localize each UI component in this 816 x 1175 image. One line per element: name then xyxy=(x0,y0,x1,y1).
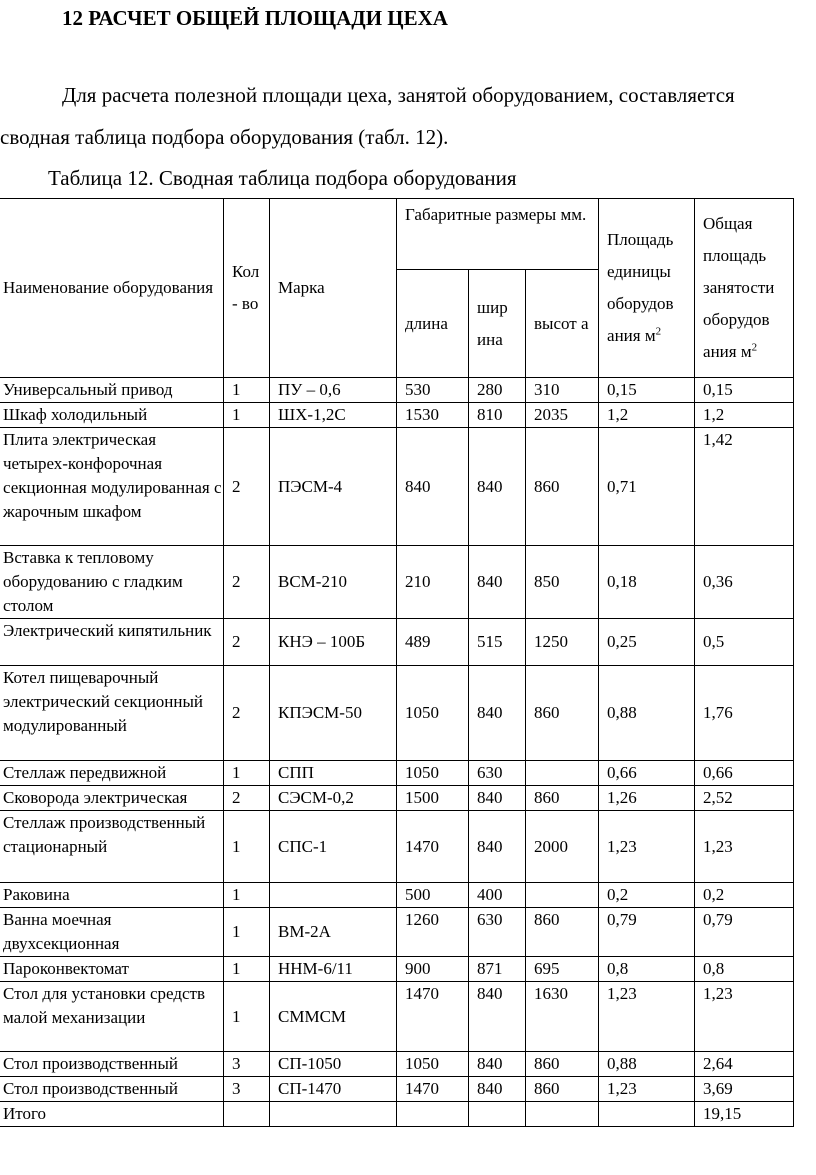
header-brand: Марка xyxy=(270,199,397,378)
cell-height: 860 xyxy=(526,666,599,761)
cell-width: 400 xyxy=(469,883,526,908)
cell-brand: ШХ-1,2С xyxy=(270,403,397,428)
cell-total-area: 0,8 xyxy=(695,957,794,982)
cell-height: 850 xyxy=(526,546,599,619)
header-width: шир ина xyxy=(469,270,526,378)
cell-unit-area: 0,2 xyxy=(599,883,695,908)
cell-unit-area: 0,8 xyxy=(599,957,695,982)
cell-name: Стеллаж передвижной xyxy=(0,761,224,786)
cell-name: Сковорода электрическая xyxy=(0,786,224,811)
cell-unit-area: 0,66 xyxy=(599,761,695,786)
table-row xyxy=(0,761,794,786)
table-caption: Таблица 12. Сводная таблица подбора оборудования xyxy=(48,166,517,190)
cell-unit-area: 0,79 xyxy=(599,908,695,957)
table-row xyxy=(0,883,794,908)
cell-name: Стол производственный xyxy=(0,1077,224,1102)
cell-qty: 1 xyxy=(224,811,270,883)
cell-height: 1630 xyxy=(526,982,599,1052)
cell-qty: 3 xyxy=(224,1077,270,1102)
table-row xyxy=(0,546,794,619)
table-row xyxy=(0,378,794,403)
cell-width: 840 xyxy=(469,1052,526,1077)
paragraph-line-1: Для расчета полезной площади цеха, занятой оборудованием, составляется xyxy=(62,83,735,107)
total-value: 19,15 xyxy=(695,1102,794,1127)
cell-total-area: 0,2 xyxy=(695,883,794,908)
cell-brand xyxy=(270,883,397,908)
cell-qty: 2 xyxy=(224,428,270,546)
cell-width: 810 xyxy=(469,403,526,428)
cell-total-area: 0,79 xyxy=(695,908,794,957)
cell-height: 860 xyxy=(526,1077,599,1102)
cell-width: 840 xyxy=(469,811,526,883)
cell-width: 840 xyxy=(469,982,526,1052)
cell-length: 900 xyxy=(397,957,469,982)
cell-qty: 1 xyxy=(224,957,270,982)
cell-brand: СП-1050 xyxy=(270,1052,397,1077)
cell-width: 630 xyxy=(469,908,526,957)
cell-length: 500 xyxy=(397,883,469,908)
cell-brand: ПУ – 0,6 xyxy=(270,378,397,403)
cell-qty: 2 xyxy=(224,619,270,666)
cell-qty: 1 xyxy=(224,403,270,428)
cell-length: 1470 xyxy=(397,982,469,1052)
cell-qty: 2 xyxy=(224,546,270,619)
cell-length: 1260 xyxy=(397,908,469,957)
section-heading: 12 РАСЧЕТ ОБЩЕЙ ПЛОЩАДИ ЦЕХА xyxy=(62,6,448,30)
cell-height: 2000 xyxy=(526,811,599,883)
cell-qty: 1 xyxy=(224,761,270,786)
cell-unit-area: 0,88 xyxy=(599,1052,695,1077)
cell-length: 1500 xyxy=(397,786,469,811)
cell-name: Вставка к тепловому оборудованию с гладким столом xyxy=(0,546,224,619)
cell-unit-area: 0,18 xyxy=(599,546,695,619)
cell-height xyxy=(526,883,599,908)
cell-length: 530 xyxy=(397,378,469,403)
cell-total-area: 1,2 xyxy=(695,403,794,428)
table-row xyxy=(0,786,794,811)
cell-qty: 2 xyxy=(224,666,270,761)
cell-height: 860 xyxy=(526,786,599,811)
cell-name: Электрический кипятильник xyxy=(0,619,224,666)
cell-brand: СПП xyxy=(270,761,397,786)
empty-cell xyxy=(469,1102,526,1127)
header-row-1 xyxy=(0,199,794,270)
cell-unit-area: 0,15 xyxy=(599,378,695,403)
cell-total-area: 0,66 xyxy=(695,761,794,786)
cell-brand: ПЭСМ-4 xyxy=(270,428,397,546)
header-name: Наименование оборудования xyxy=(0,199,224,378)
cell-length: 1470 xyxy=(397,1077,469,1102)
cell-total-area: 1,23 xyxy=(695,982,794,1052)
cell-unit-area: 1,23 xyxy=(599,982,695,1052)
cell-length: 1050 xyxy=(397,1052,469,1077)
cell-unit-area: 0,25 xyxy=(599,619,695,666)
cell-width: 840 xyxy=(469,1077,526,1102)
cell-height xyxy=(526,761,599,786)
cell-unit-area: 0,71 xyxy=(599,428,695,546)
paragraph-line-2: сводная таблица подбора оборудования (табл. 12). xyxy=(0,125,449,149)
cell-brand: ВСМ-210 xyxy=(270,546,397,619)
cell-brand: ННМ-6/11 xyxy=(270,957,397,982)
cell-qty: 1 xyxy=(224,378,270,403)
table-row xyxy=(0,666,794,761)
table-row xyxy=(0,811,794,883)
cell-height: 1250 xyxy=(526,619,599,666)
table-row xyxy=(0,957,794,982)
empty-cell xyxy=(599,1102,695,1127)
header-dimensions: Габаритные размеры мм. xyxy=(397,199,599,270)
cell-brand: КПЭСМ-50 xyxy=(270,666,397,761)
cell-name: Раковина xyxy=(0,883,224,908)
header-height: высот а xyxy=(526,270,599,378)
cell-brand: СММСМ xyxy=(270,982,397,1052)
cell-brand: СП-1470 xyxy=(270,1077,397,1102)
cell-name: Плита электрическая четырех-конфорочная секционная модулированная с жарочным шкафом xyxy=(0,428,224,546)
cell-height: 860 xyxy=(526,908,599,957)
cell-length: 210 xyxy=(397,546,469,619)
cell-total-area: 1,76 xyxy=(695,666,794,761)
cell-qty: 2 xyxy=(224,786,270,811)
cell-length: 1470 xyxy=(397,811,469,883)
cell-length: 1050 xyxy=(397,761,469,786)
cell-name: Ванна моечная двухсекционная xyxy=(0,908,224,957)
cell-total-area: 3,69 xyxy=(695,1077,794,1102)
cell-unit-area: 1,2 xyxy=(599,403,695,428)
cell-total-area: 0,36 xyxy=(695,546,794,619)
cell-total-area: 1,42 xyxy=(695,428,794,546)
cell-total-area: 0,5 xyxy=(695,619,794,666)
cell-brand: ВМ-2А xyxy=(270,908,397,957)
cell-width: 840 xyxy=(469,428,526,546)
cell-name: Пароконвектомат xyxy=(0,957,224,982)
cell-total-area: 2,64 xyxy=(695,1052,794,1077)
cell-total-area: 0,15 xyxy=(695,378,794,403)
cell-qty: 1 xyxy=(224,908,270,957)
equipment-table xyxy=(0,198,794,1127)
cell-qty: 1 xyxy=(224,982,270,1052)
cell-length: 489 xyxy=(397,619,469,666)
cell-name: Универсальный привод xyxy=(0,378,224,403)
cell-width: 630 xyxy=(469,761,526,786)
header-qty: Кол - во xyxy=(224,199,270,378)
cell-width: 871 xyxy=(469,957,526,982)
cell-length: 1050 xyxy=(397,666,469,761)
cell-height: 2035 xyxy=(526,403,599,428)
cell-qty: 3 xyxy=(224,1052,270,1077)
table-row xyxy=(0,982,794,1052)
header-unit-area: Площадь единицы оборудов ания $м^2$ xyxy=(599,199,695,378)
empty-cell xyxy=(224,1102,270,1127)
cell-unit-area: 1,23 xyxy=(599,811,695,883)
cell-height: 860 xyxy=(526,1052,599,1077)
cell-brand: СЭСМ-0,2 xyxy=(270,786,397,811)
cell-qty: 1 xyxy=(224,883,270,908)
cell-width: 280 xyxy=(469,378,526,403)
table-row xyxy=(0,908,794,957)
cell-unit-area: 0,88 xyxy=(599,666,695,761)
empty-cell xyxy=(270,1102,397,1127)
cell-width: 515 xyxy=(469,619,526,666)
cell-name: Стол для установки средств малой механизации xyxy=(0,982,224,1052)
cell-name: Стол производственный xyxy=(0,1052,224,1077)
cell-brand: СПС-1 xyxy=(270,811,397,883)
cell-name: Стеллаж производственный стационарный xyxy=(0,811,224,883)
cell-length: 1530 xyxy=(397,403,469,428)
cell-name: Котел пищеварочный электрический секционный модулированный xyxy=(0,666,224,761)
cell-length: 840 xyxy=(397,428,469,546)
cell-total-area: 1,23 xyxy=(695,811,794,883)
cell-height: 860 xyxy=(526,428,599,546)
cell-width: 840 xyxy=(469,786,526,811)
cell-unit-area: 1,23 xyxy=(599,1077,695,1102)
header-total-area: Общая площадь занятости оборудов ания $м^2$ xyxy=(695,199,794,378)
cell-height: 310 xyxy=(526,378,599,403)
cell-name: Шкаф холодильный xyxy=(0,403,224,428)
table-row xyxy=(0,619,794,666)
table-row xyxy=(0,403,794,428)
cell-width: 840 xyxy=(469,666,526,761)
empty-cell xyxy=(397,1102,469,1127)
cell-unit-area: 1,26 xyxy=(599,786,695,811)
table-row xyxy=(0,1077,794,1102)
total-row xyxy=(0,1102,794,1127)
cell-width: 840 xyxy=(469,546,526,619)
cell-brand: КНЭ – 100Б xyxy=(270,619,397,666)
cell-height: 695 xyxy=(526,957,599,982)
header-length: длина xyxy=(397,270,469,378)
table-row xyxy=(0,428,794,546)
table-row xyxy=(0,1052,794,1077)
empty-cell xyxy=(526,1102,599,1127)
cell-total-area: 2,52 xyxy=(695,786,794,811)
total-label: Итого xyxy=(0,1102,224,1127)
